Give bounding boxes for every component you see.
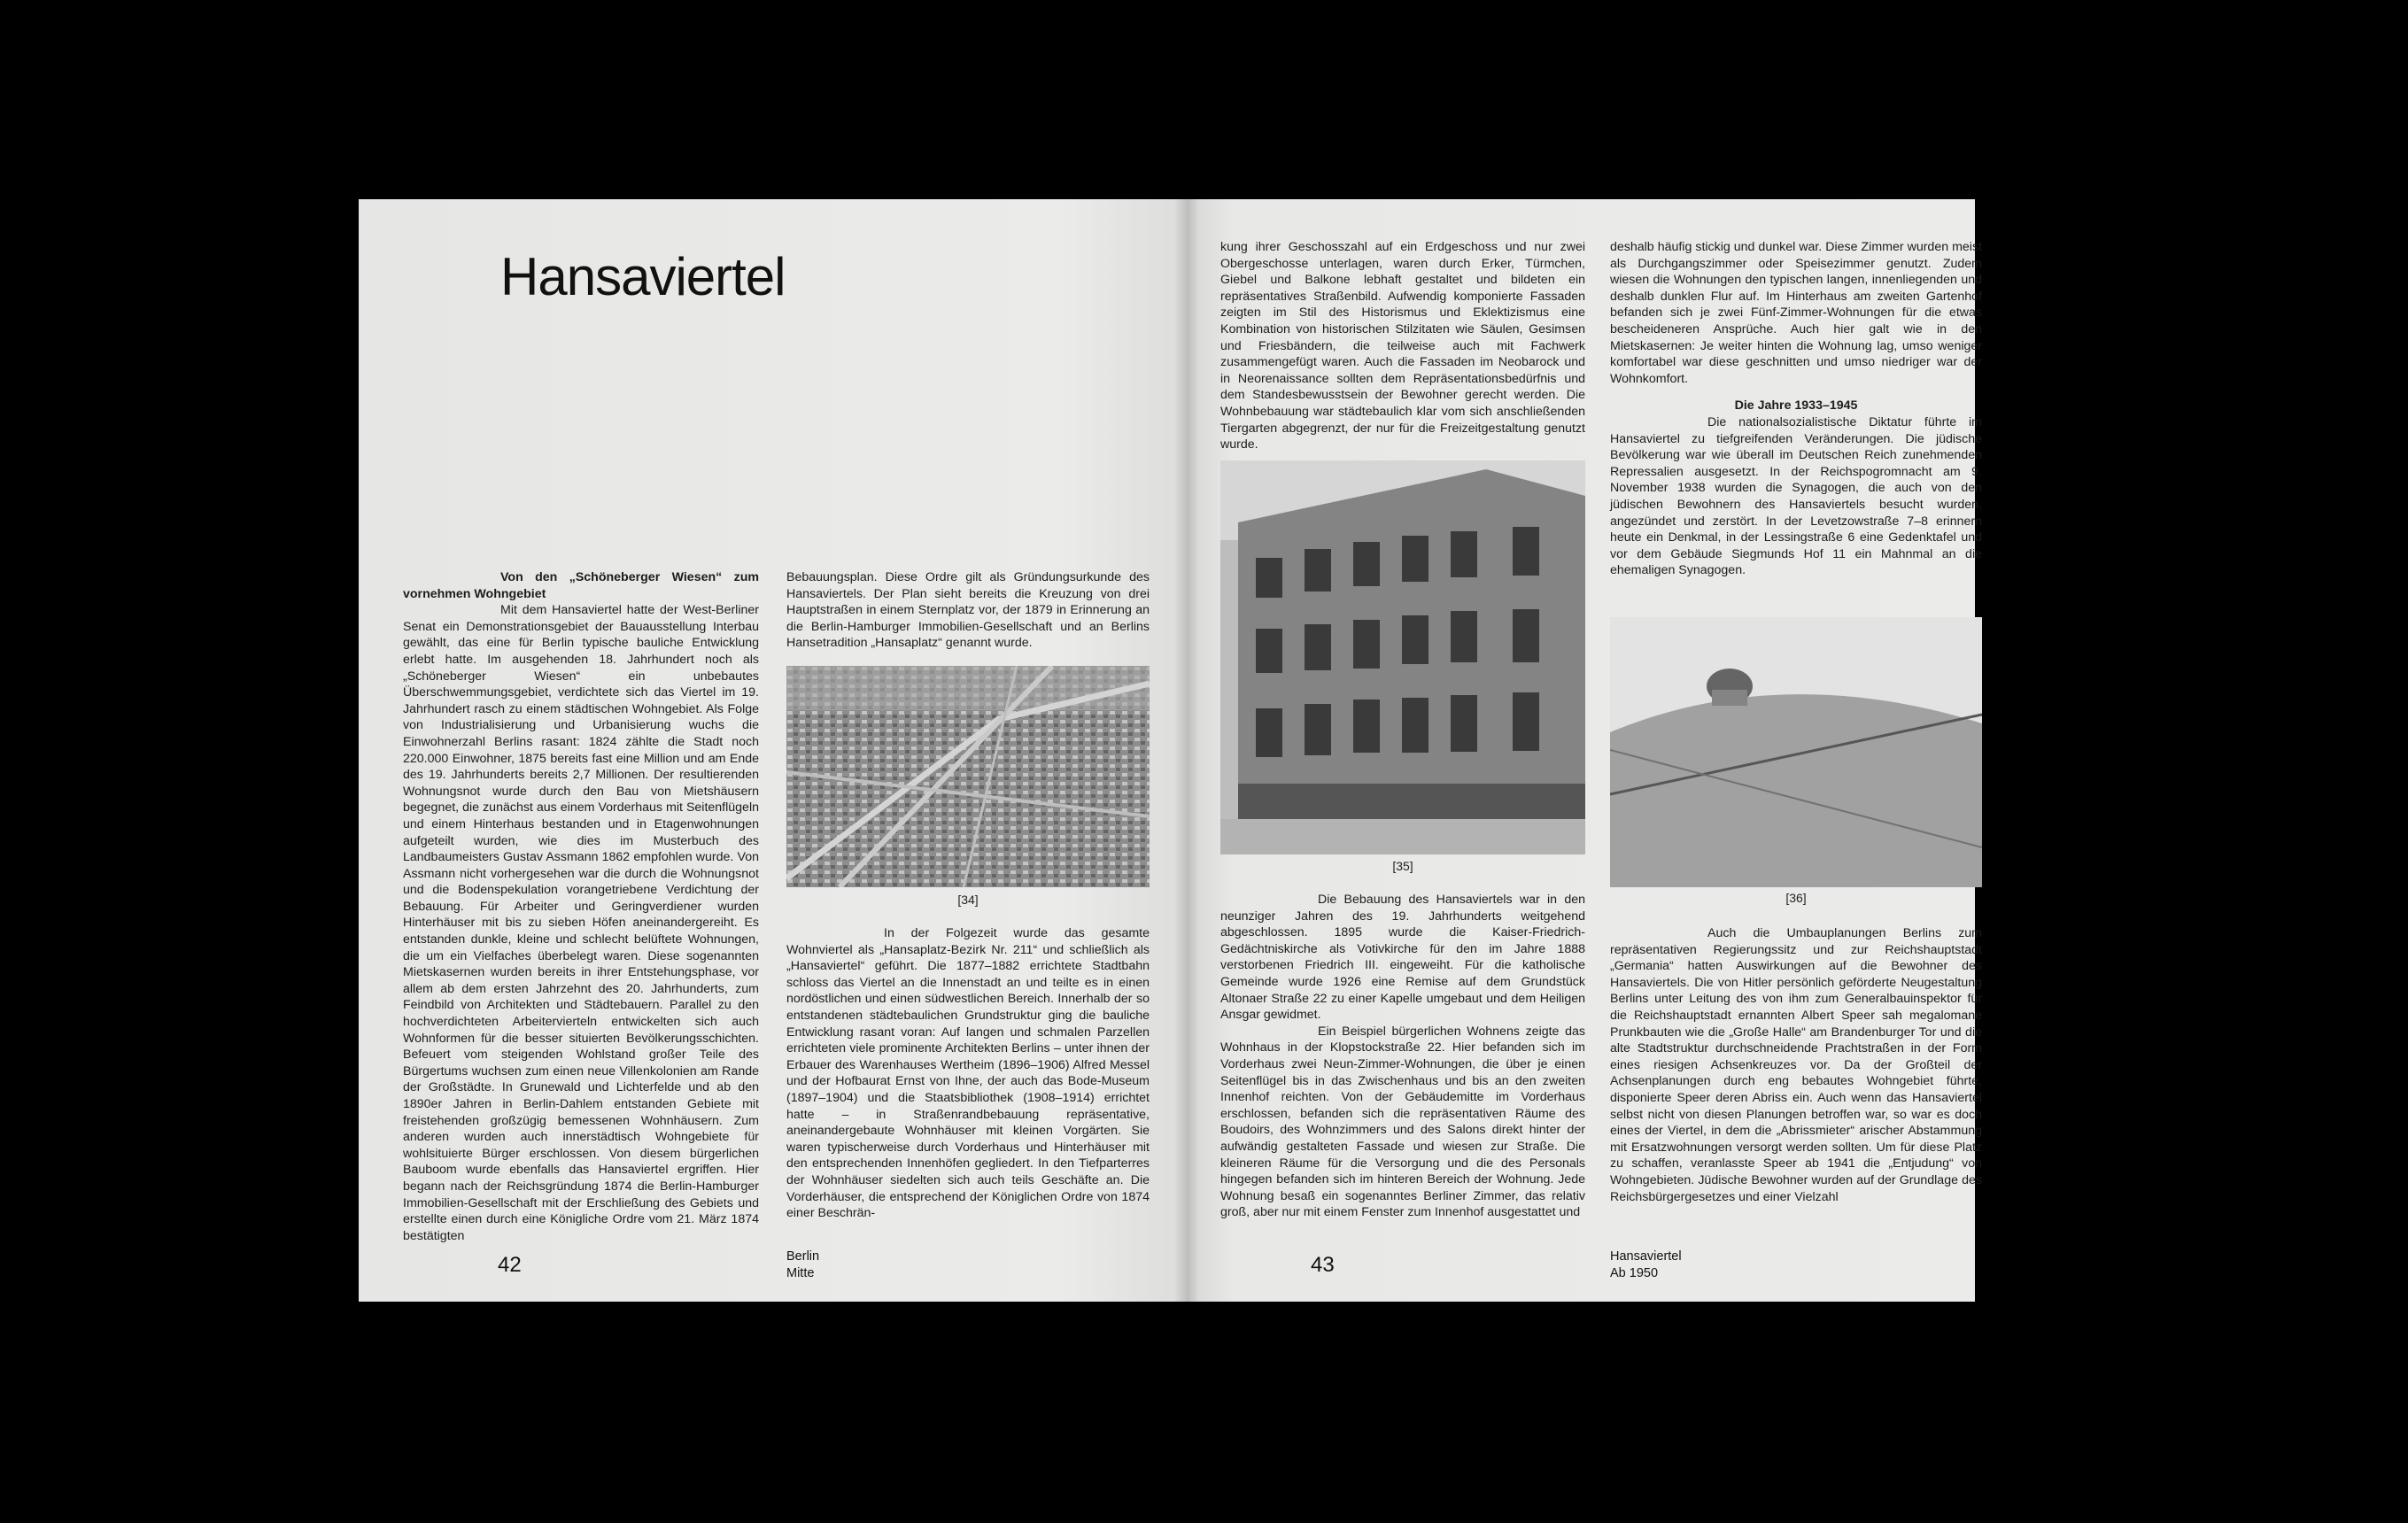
- image-caption: [36]: [1785, 891, 1807, 905]
- page-number: 43: [1311, 1253, 1335, 1277]
- left-column-1: [403, 569, 759, 1244]
- body-text: Auch die Umbauplanungen Berlins zum repräsentativen Regierungssitz und zur Reichshauptstadt „Germania“ hatten Auswirkungen auf die Bewohner des Hansaviertels. Die von Hitler persönlich geförderte Neugestaltung Berlins unter Leitung des von ihm zum Generalbauinspektor für die Reichshauptstadt ernannten Albert Speer sah megalomane Prunkbauten wie die „Große Halle“ am Brandenburger Tor und die alte Stadtstruktur durchschneidende Prachtstraßen in der Form eines riesigen Achsenkreuzes vor. Da der Großteil der Achsenplanungen durch eng bebautes Wohngebiet führte, disponierte Speer deren Abriss ein. Auch wenn das Hansaviertel selbst nicht von diesen Planungen betroffen war, so war es doch eines der Viertel, in dem die „Abrissmieter“ arischer Abstammung mit Ersatzwohnungen versorgt werden sollten. Um für diese Platz zu schaffen, veranlasste Speer ab 1941 die „Entjudung“ von Wohngebieten. Jüdische Bewohner wurden auf der Grundlage des Reichsbürgergesetzes und einer Vielzahl: [1610, 926, 1982, 1204]
- body-text: Die Bebauung des Hansaviertels war in den neunziger Jahren des 19. Jahrhunderts weitgehend abgeschlossen. 1895 wurde die Kaiser-Friedrich-Gedächtniskirche als Votivkirche für den im Jahre 1888 verstorbenen Friedrich III. eingeweiht. Für die katholische Gemeinde wurde 1926 eine Remise auf dem Grundstück Altonaer Straße 22 zu einer Kapelle umgebaut und dem Heiligen Ansgar gewidmet.: [1220, 893, 1585, 1023]
- body-text: Mit dem Hansaviertel hatte der West-Berliner Senat ein Demonstrationsgebiet der Bauausstellung Interbau gewählt, das eine für Berlin typische bauliche Entwicklung erlebt hatte. Im ausgehenden 18. Jahrhundert noch als „Schöneberger Wiesen“ ein unbebautes Überschwemmungsgebiet, verdichtete sich das Viertel im 19. Jahrhundert rasch zu einem städtischen Wohngebiet. Als Folge von Industrialisierung und Urbanisierung wuchs die Einwohnerzahl Berlins rasant: 1824 zählte die Stadt noch 220.000 Einwohner, 1875 bereits fast eine Million und am Ende des 19. Jahrhunderts bereits 2,7 Millionen. Der resultierenden Wohnungsnot wurde durch den Bau von Mietshäusern begegnet, die zunächst aus einem Vorderhaus mit Seitenflügeln und einem Hinterhaus bestanden und in Etagenwohnungen aufgeteilt wurden, wie dies im Musterbuch des Landbaumeisters Gustav Assmann 1862 empfohlen wurde. Von Assmann nicht vorhergesehen war die durch die Wohnungsnot und die Bodenspekulation vorangetriebene Verdichtung der Bebauung. Für Arbeiter und Geringverdiener wurden Hinterhäuser mit bis zu sieben Höfen aneinandergereiht. Es entstanden dunkle, kleine und schlecht belüftete Wohnungen, die um ein Vielfaches überbelegt waren. Diese sogenannten Mietskasernen wurden bereits in ihrer Entstehungsphase, vor allem ab dem ersten Jahrzehnt des 20. Jahrhunderts, zum Feindbild von Architekten und Städtebauern. Parallel zu den hochverdichteten Arbeitervierteln entwickelten sich auch Wohnformen für die besser situierten Bevölkerungsschichten. Befeuert vom steigenden Wohlstand großer Teile des Bürgertums wuchsen zum einen neue Villenkolonien am Rande der Großstädte. In Grunewald und Lichterfelde und ab den 1890er Jahren in Berlin-Dahlem entstanden Gebiete mit freistehenden großzügig bemessenen Wohnhäusern. Zum anderen wurden auch innerstädtisch Wohngebiete für wohlsituierte Bürger erschlossen. Von diesem bürgerlichen Bauboom wurde ebenfalls das Hansaviertel ergriffen. Hier begann nach der Reichsgründung 1874 die Berlin-Hamburger Immobilien-Gesellschaft mit der Erschließung des Gebiets und erstellte einen durch eine Königliche Ordre vom 21. März 1874 bestätigten: [403, 603, 759, 1243]
- section-heading: Die Jahre 1933–1945: [1734, 398, 1858, 414]
- running-head-line: Mitte: [786, 1266, 815, 1280]
- right-column-2-bottom: [1610, 925, 1982, 1205]
- running-head: [786, 1249, 819, 1282]
- left-column-2-top: [786, 569, 1150, 652]
- germania-model-photo: [1610, 617, 1982, 887]
- body-text: In der Folgezeit wurde das gesamte Wohnviertel als „Hansaplatz-Bezirk Nr. 211“ und schließlich als „Hansaviertel“ geführt. Die 1877–1882 errichtete Stadtbahn schloss das Viertel an die Innenstadt an und teilte es in einen nordöstlichen und einen südwestlichen Bereich. Innerhalb der so entstandenen städtebaulichen Grundstruktur ging die bauliche Entwicklung rasant voran: Auf langen und schmalen Parzellen errichteten viele prominente Architekten Berlins – unter ihnen der Erbauer des Warenhauses Wertheim (1896–1906) Alfred Messel und der Hofbaurat Ernst von Ihne, der auch das Bode-Museum (1897–1904) und die Staatsbibliothek (1908–1914) errichtet hatte – in Straßenrandbebauung repräsentative, aneinandergebaute Wohnhäuser mit kleinen Vorgärten. Sie waren typischerweise durch Vorderhaus und Hinterhäuser mit den entsprechenden Innenhöfen gegliedert. In den Tiefparterres der Wohnhäuser siedelten sich auch teils Geschäfte an. Die Vorderhäuser, die entsprechend der Königlichen Ordre von 1874 einer Beschrän-: [786, 926, 1150, 1221]
- right-column-1-top: [1220, 239, 1585, 453]
- running-head-line: Ab 1950: [1610, 1266, 1659, 1280]
- body-text: kung ihrer Geschosszahl auf ein Erdgeschoss und nur zwei Obergeschosse unterlagen, waren durch Erker, Türmchen, Giebel und Balkone lebhaft gestaltet und bildeten ein repräsentatives Straßenbild. Aufwendig komponierte Fassaden zeigten im Stil des Historismus und Eklektizismus eine Kombination von historischen Stilzitaten wie Säulen, Gesimsen und Friesbändern, die teilweise auch mit Fachwerk zusammengefügt waren. Auch die Fassaden im Neobarock und in Neorenaissance sollten dem Repräsentationsbedürfnis und dem Standesbewusstsein der Bewohner gerecht werden. Die Wohnbebauung war städtebaulich klar vom sich anschließenden Tiergarten abgegrenzt, der nur für die Freizeitgestaltung genutzt wurde.: [1220, 240, 1585, 452]
- body-text: deshalb häufig stickig und dunkel war. Diese Zimmer wurden meist als Durchgangszimmer oder Speisezimmer genutzt. Zudem wiesen die Wohnungen den typischen langen, innenliegenden und deshalb dunklen Flur auf. Im Hinterhaus am zweiten Gartenhof befanden sich je zwei Fünf-Zimmer-Wohnungen für die etwas bescheideneren Ansprüche. Auch hier galt wie in den Mietskasernen: Je weiter hinten die Wohnung lag, umso weniger komfortabel war diese geschnitten und umso niedriger war der Wohnkomfort.: [1610, 240, 1982, 386]
- left-column-2-bottom: [786, 925, 1150, 1222]
- right-column-1-bottom: [1220, 892, 1585, 1221]
- running-head-line: Hansaviertel: [1610, 1249, 1682, 1264]
- page-title: Hansaviertel: [500, 247, 786, 306]
- running-head-line: Berlin: [786, 1249, 820, 1264]
- running-head: [1610, 1249, 1682, 1282]
- book-gutter: [1174, 199, 1199, 1302]
- building-facade-photo: [1220, 460, 1585, 854]
- right-column-2-top: [1610, 239, 1982, 579]
- page-number: 42: [498, 1253, 522, 1277]
- body-text: Die nationalsozialistische Diktatur führte im Hansaviertel zu tiefgreifenden Veränderungen. Die jüdische Bevölkerung war wie überall im Deutschen Reich zunehmenden Repressalien ausgesetzt. In der Reichspogromnacht am 9. November 1938 wurden die Synagogen, die auch von den jüdischen Bewohnern des Hansaviertels besucht wurden, angezündet und zerstört. In der Levetzowstraße 7–8 erinnern heute ein Denkmal, in der Lessingstraße 6 eine Gedenktafel und vor dem Gebäude Siegmunds Hof 11 ein Mahnmal an die ehemaligen Synagogen.: [1610, 414, 1982, 578]
- aerial-photo-hansaplatz: [786, 666, 1150, 887]
- body-text: Bebauungsplan. Diese Ordre gilt als Gründungsurkunde des Hansaviertels. Der Plan sieht bereits die Kreuzung von drei Hauptstraßen in einem Sternplatz vor, der 1879 in Erinnerung an die Berlin-Hamburger Immobilien-Gesellschaft und an Berlins Hansetradition „Hansaplatz“ genannt wurde.: [786, 570, 1150, 651]
- body-text: Ein Beispiel bürgerlichen Wohnens zeigte das Wohnhaus in der Klopstockstraße 22. Hier befanden sich im Vorderhaus zwei Neun-Zimmer-Wohnungen, die über je einen Seitenflügel bis in das Zwischenhaus und bis an den zweiten Innenhof reichten. Von der Gebäudemitte im Vorderhaus erschlossen, befanden sich die repräsentativen Räume des Boudoirs, des Wohnzimmers und des Salons direkt hinter der aufwändig gestalteten Fassade und wiesen zur Straße. Die kleineren Räume für die Versorgung und die des Personals hingegen befanden sich im hinteren Bereich der Wohnung. Jede Wohnung besaß ein sogenanntes Berliner Zimmer, das relativ groß, aber nur mit einem Fenster zum Innenhof ausgestattet und: [1220, 1024, 1585, 1220]
- section-heading: Von den „Schöneberger Wiesen“ zum vornehmen Wohngebiet: [403, 570, 759, 601]
- image-caption: [35]: [1392, 859, 1413, 873]
- image-caption: [34]: [957, 893, 979, 907]
